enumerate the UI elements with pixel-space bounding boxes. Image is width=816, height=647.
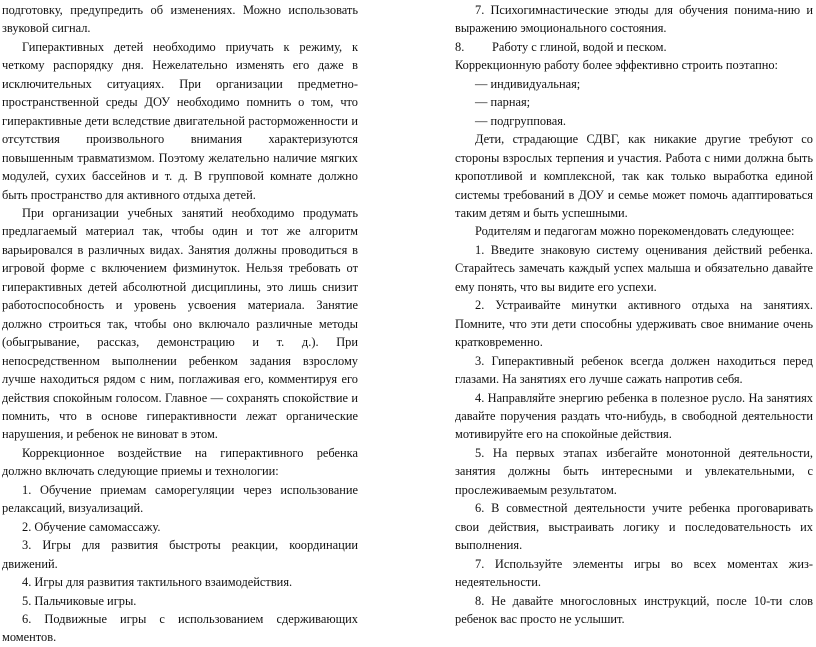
paragraph-recommend-intro: Родителям и педагогам можно порекомендовать следующее: bbox=[475, 224, 795, 239]
paragraph-lessons: При организации учебных занятий необходимо продумать предлагаемый материал так, чтобы один и тот же алгоритм варьировался в различных видах. Занятия должны проводиться в игровой форме с включением физминуток. Нельзя требовать от гиперактивных детей абсолютной дисциплины, это лишь снизит работоспособность и уровень усвоения материала. Занятие должно строиться так, чтобы оно включало различные методы (обыгрывание, рассказ, демонстрацию и т. д.). При непосредственном выполнении ребенком задания взрослому лучше находиться рядом с ним, поглаживая его, комментируя его действия спокойным голосом. Главное — сохранять спокойствие и помнить, что в основе гиперактивности лежат органические нарушения, и ребенок не виноват в этом. bbox=[2, 205, 358, 442]
list-item: 2. Обучение самомассажу. bbox=[22, 519, 161, 534]
recommendation-item: 6. В совместной деятельности учите ребенка проговаривать свои действия, выстраивать логику и последовательность их выполнения. bbox=[455, 501, 813, 553]
list-item: 3. Игры для развития быстроты реакции, координации движений. bbox=[2, 538, 358, 571]
recommendation-item: 1. Введите знаковую систему оценивания действий ребенка. Старайтесь замечать каждый успех малыша и обязательно давайте ему понять, что вы видите его успехи. bbox=[455, 242, 813, 294]
recommendation-item: 8. Не давайте многословных инструкций, после 10-ти слов ребенок вас просто не услышит. bbox=[455, 593, 813, 626]
paragraph-staged-intro: Коррекционную работу более эффективно строить поэтапно: bbox=[455, 58, 778, 73]
stage-item: — индивидуальная; bbox=[475, 76, 581, 91]
list-item-text: Работу с глиной, водой и песком. bbox=[492, 39, 667, 54]
paragraph-routine: Гиперактивных детей необходимо приучать к режиму, к четкому распорядку дня. Нежелательно изменять его даже в исключительных ситуациях. При организации предметно-пространственной среды ДОУ необходимо помнить о том, что гиперактивные дети вследствие двигательной расторможенности и отсутствия произвольного внимания характеризуются повышенным травматизмом. Поэтому желательно наличие мягких модулей, сухих бассейнов и т. д. В групповой комнате должно быть пространство для активного отдыха детей. bbox=[2, 39, 358, 202]
paragraph-sdvg: Дети, страдающие СДВГ, как никакие другие требуют со стороны взрослых терпения и участия. Работа с ними должна быть кропотливой и комплексной, так как только выработка единой системы требований в ДОУ и семье может помочь адаптироваться таким детям и быть успешными. bbox=[455, 132, 813, 220]
recommendation-item: 2. Устраивайте минутки активного отдыха на занятиях. Помните, что эти дети способны удерживать свое внимание очень кратковременно. bbox=[455, 298, 813, 350]
list-item: 5. Пальчиковые игры. bbox=[22, 593, 137, 608]
list-item: 1. Обучение приемам саморегуляции через использование релаксаций, визуализаций. bbox=[2, 482, 358, 516]
list-item: 7. Психогимнастические этюды для обучения понима-нию и выражению эмоционального состояния. bbox=[455, 3, 813, 36]
left-column bbox=[2, 1, 358, 647]
list-item: 4. Игры для развития тактильного взаимодействия. bbox=[22, 575, 293, 590]
recommendation-item: 3. Гиперактивный ребенок всегда должен находиться перед глазами. На занятиях его лучше сажать напротив себя. bbox=[455, 353, 813, 387]
list-item: 6. Подвижные игры с использованием сдерживающих моментов. bbox=[2, 611, 358, 645]
paragraph-continuation: подготовку, предупредить об изменениях. Можно использовать звуковой сигнал. bbox=[2, 3, 358, 36]
recommendation-item: 7. Используйте элементы игры во всех моментах жиз-недеятельности. bbox=[455, 556, 813, 590]
stage-item: — подгрупповая. bbox=[475, 113, 567, 128]
recommendation-item: 4. Направляйте энергию ребенка в полезное русло. На занятиях давайте поручения раздать что-нибудь, в свободной деятельности мотивируйте его на спокойные действия. bbox=[455, 390, 813, 442]
list-item bbox=[455, 38, 813, 56]
list-item-number: 8. bbox=[455, 39, 465, 54]
right-column bbox=[455, 1, 813, 628]
recommendation-item: 5. На первых этапах избегайте монотонной деятельности, занятия должны быть интересными и увлекательными, с прослеживаемым результатом. bbox=[455, 445, 813, 497]
paragraph-correction-intro: Коррекционное воздействие на гиперактивного ребенка должно включать следующие приемы и технологии: bbox=[2, 445, 358, 479]
stage-item: — парная; bbox=[475, 95, 531, 110]
